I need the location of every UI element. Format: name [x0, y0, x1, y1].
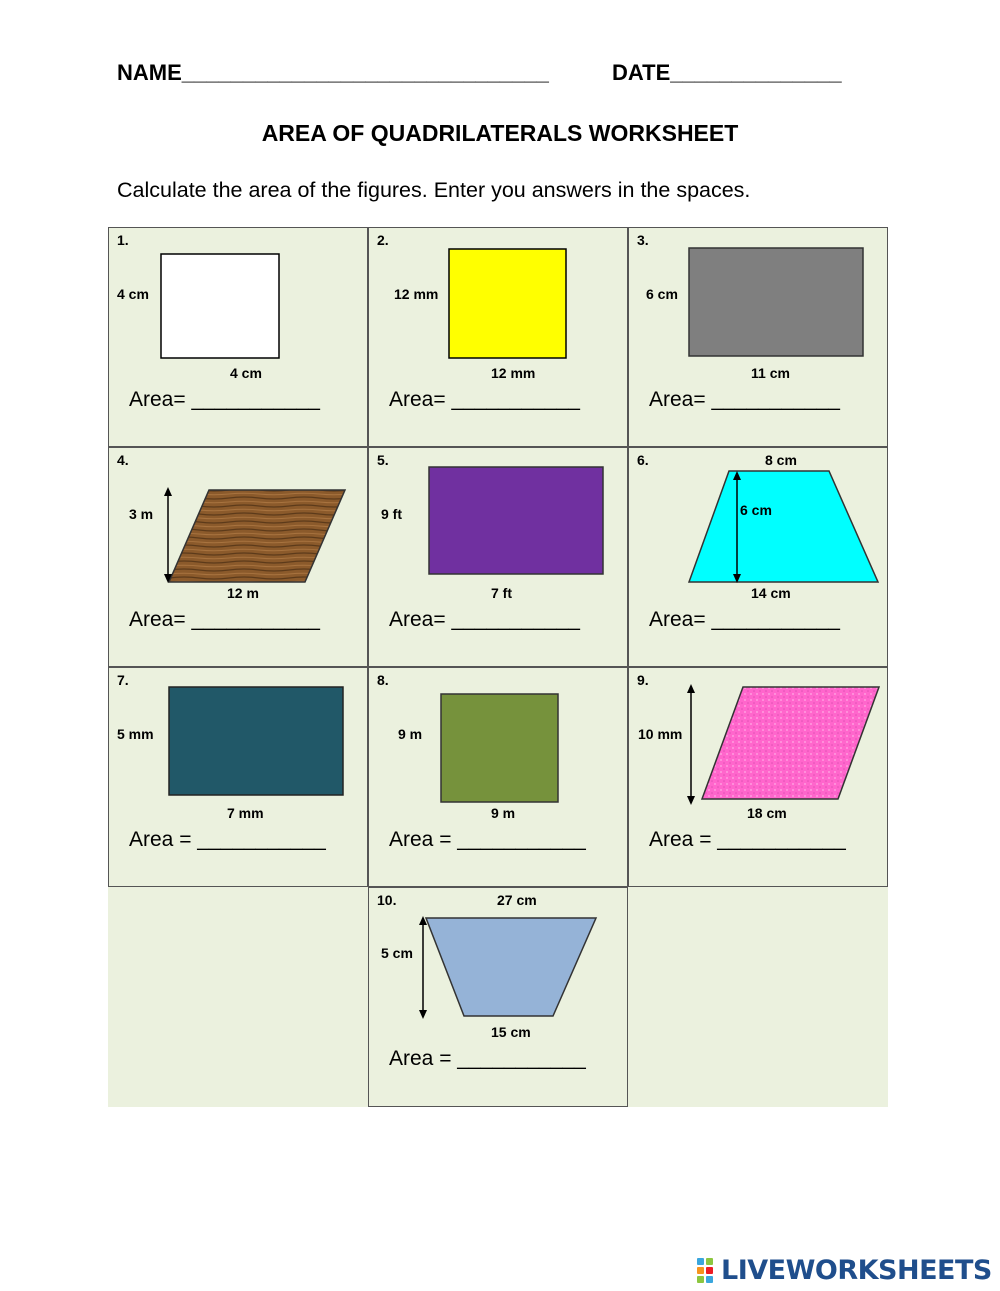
liveworksheets-logo: [697, 1252, 992, 1288]
problem-8-cell: [368, 667, 628, 887]
problem-3-cell: [628, 227, 888, 447]
square-figure: [109, 228, 369, 448]
problem-2-cell: [368, 227, 628, 447]
area-answer-field[interactable]: Area = ___________: [129, 828, 326, 851]
problem-6-cell: [628, 447, 888, 667]
height-label: 10 mm: [638, 726, 683, 742]
area-answer-field[interactable]: Area = ___________: [389, 828, 586, 851]
side-label: 5 mm: [117, 726, 154, 742]
height-label: 6 cm: [740, 502, 772, 518]
rectangle-figure: [629, 228, 889, 448]
side-label: 4 cm: [117, 286, 149, 302]
area-answer-field[interactable]: Area= ___________: [129, 388, 320, 411]
rectangle-shape: [429, 467, 603, 574]
square-shape: [449, 249, 566, 358]
rectangle-shape: [689, 248, 863, 356]
area-answer-field[interactable]: Area = ___________: [649, 828, 846, 851]
problem-10-cell: [368, 887, 628, 1107]
parallelogram-figure: [109, 448, 369, 668]
arrow-head-down: [687, 796, 695, 805]
name-field-label: NAME______________________________: [117, 60, 549, 85]
base-label: 7 mm: [227, 805, 264, 821]
problem-number: 5.: [377, 452, 389, 468]
worksheet-title: AREA OF QUADRILATERALS WORKSHEET: [261, 120, 739, 146]
base-label: 12 mm: [491, 365, 536, 381]
area-answer-field[interactable]: Area= ___________: [389, 608, 580, 631]
square-shape: [441, 694, 558, 802]
area-answer-field[interactable]: Area= ___________: [649, 388, 840, 411]
square-figure: [369, 668, 629, 888]
logo-blocks-icon: [697, 1257, 717, 1283]
rectangle-shape: [169, 687, 343, 795]
side-label: 6 cm: [646, 286, 678, 302]
trapezoid-shape: [689, 471, 878, 582]
base-label: 12 m: [227, 585, 259, 601]
problem-7-cell: [108, 667, 368, 887]
problem-number: 7.: [117, 672, 129, 688]
top-base-label: 27 cm: [497, 892, 537, 908]
instructions: Calculate the area of the figures. Enter you answers in the spaces.: [117, 178, 751, 202]
base-label: 14 cm: [751, 585, 791, 601]
empty-cell-right: [628, 887, 888, 1107]
side-label: 9 m: [398, 726, 423, 742]
problem-number: 10.: [377, 892, 397, 908]
problem-number: 8.: [377, 672, 389, 688]
rectangle-figure: [369, 448, 629, 668]
parallelogram-shape: [169, 490, 345, 582]
area-answer-field[interactable]: Area= ___________: [129, 608, 320, 631]
base-label: 9 m: [491, 805, 516, 821]
problem-1-cell: [108, 227, 368, 447]
arrow-head-up: [164, 487, 172, 496]
problem-4-cell: [108, 447, 368, 667]
area-answer-field[interactable]: Area= ___________: [649, 608, 840, 631]
arrow-head-up: [687, 684, 695, 693]
base-label: 18 cm: [747, 805, 787, 821]
problem-number: 3.: [637, 232, 649, 248]
height-label: 3 m: [129, 506, 154, 522]
arrow-head-down: [419, 1010, 427, 1019]
base-label: 7 ft: [491, 585, 512, 601]
date-field-label: DATE______________: [612, 60, 842, 85]
problem-number: 2.: [377, 232, 389, 248]
parallelogram-figure: [629, 668, 889, 888]
problem-9-cell: [628, 667, 888, 887]
rectangle-figure: [109, 668, 369, 888]
height-label: 5 cm: [381, 945, 413, 961]
problem-number: 1.: [117, 232, 129, 248]
trapezoid-figure: [629, 448, 889, 668]
base-label: 11 cm: [751, 365, 790, 381]
area-answer-field[interactable]: Area= ___________: [389, 388, 580, 411]
parallelogram-shape: [702, 687, 879, 799]
problem-5-cell: [368, 447, 628, 667]
square-shape: [161, 254, 279, 358]
top-base-label: 8 cm: [765, 452, 797, 468]
square-figure: [369, 228, 629, 448]
problem-number: 6.: [637, 452, 649, 468]
area-answer-field[interactable]: Area = ___________: [389, 1047, 586, 1070]
trapezoid-shape: [426, 918, 596, 1016]
problem-number: 4.: [117, 452, 129, 468]
logo-text: LIVEWORKSHEETS: [721, 1254, 992, 1286]
base-label: 4 cm: [230, 365, 262, 381]
base-label: 15 cm: [491, 1024, 531, 1040]
side-label: 12 mm: [394, 286, 439, 302]
trapezoid-figure: [369, 888, 629, 1108]
problem-number: 9.: [637, 672, 649, 688]
empty-cell-left: [108, 887, 368, 1107]
side-label: 9 ft: [381, 506, 402, 522]
